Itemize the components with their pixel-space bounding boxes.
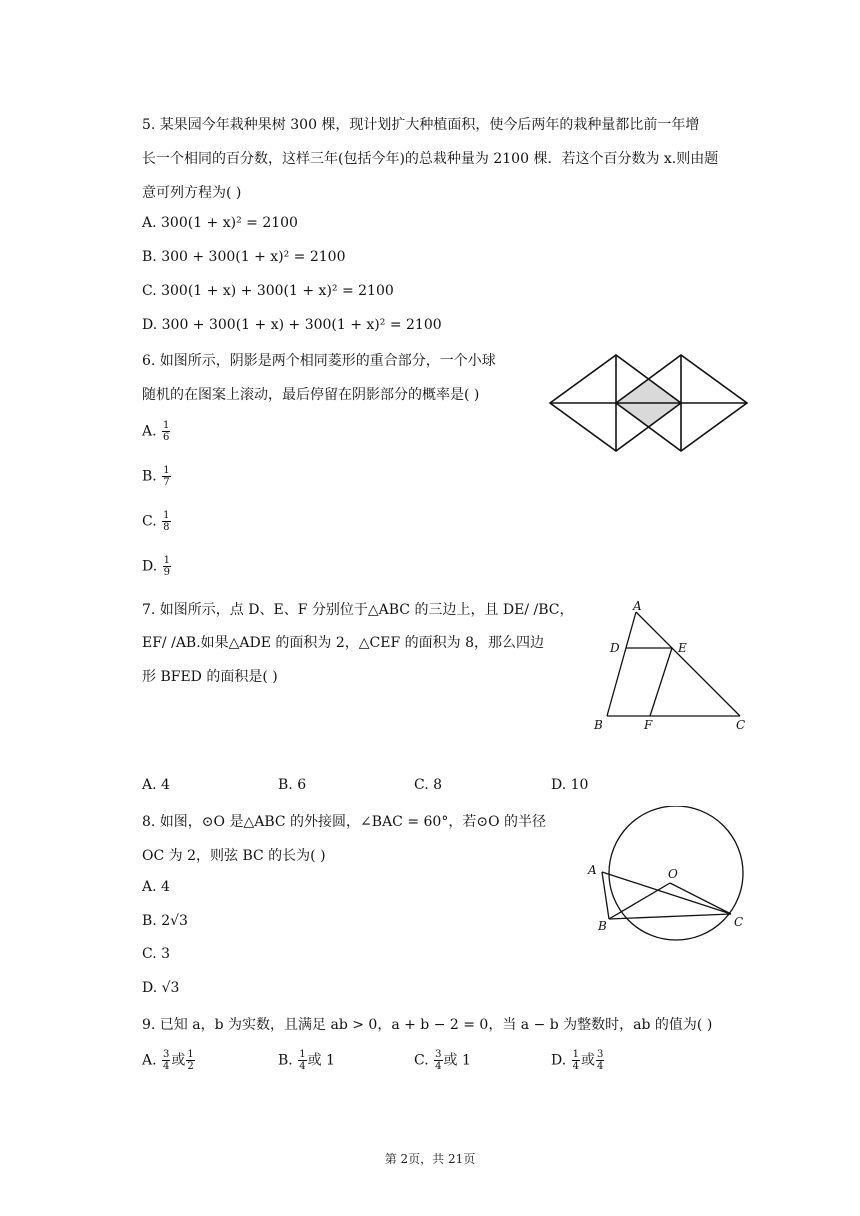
label-c: C: [734, 915, 744, 929]
segment-ab: [602, 872, 609, 919]
label-o: O: [668, 867, 678, 881]
q5-stem-line1: 5. 某果园今年栽种果树 300 棵，现计划扩大种植面积，使今后两年的栽种量都比前一年增: [142, 117, 700, 133]
q8-option-a: A. 4: [142, 879, 170, 895]
q9-stem: 9. 已知 a，b 为实数，且满足 ab > 0，a + b − 2 = 0，当 a − b 为整数时，ab 的值为( ): [142, 1017, 713, 1033]
q5-option-d: D. 300 + 300(1 + x) + 300(1 + x)² = 2100: [142, 317, 442, 333]
segment-oc: [670, 883, 731, 914]
q7-option-d: D. 10: [551, 777, 589, 793]
q9-option-c: C. $\frac{3}{4}$ 或 1: [414, 1049, 471, 1072]
label-a: A: [633, 599, 642, 613]
q8-option-b: B. 2√3: [142, 913, 188, 929]
q7-triangle-figure: [590, 598, 752, 736]
q7-stem-line1: 7. 如图所示，点 D、E、F 分别位于△ABC 的三边上，且 DE/ /BC，: [142, 602, 574, 618]
q8-stem-line1: 8. 如图，⊙O 是△ABC 的外接圆，∠BAC = 60°，若⊙O 的半径: [142, 814, 546, 830]
segment-ef: [650, 648, 672, 716]
q6-stem-line1: 6. 如图所示，阴影是两个相同菱形的重合部分，一个小球: [142, 353, 496, 369]
label-b: B: [594, 718, 603, 732]
q7-stem-line3: 形 BFED 的面积是( ): [142, 669, 278, 685]
q9-option-d: D. $\frac{1}{4}$ 或 $\frac{3}{4}$: [551, 1049, 604, 1072]
side-ab: [607, 612, 636, 716]
q5-option-a: A. 300(1 + x)² = 2100: [142, 215, 298, 231]
q6-rhombus-figure: [548, 353, 750, 455]
q5-option-b: B. 300 + 300(1 + x)² = 2100: [142, 249, 346, 265]
q7-option-a: A. 4: [142, 777, 170, 793]
q6-option-a: A. $\frac{1}{6}$: [142, 420, 170, 443]
q8-option-d: D. √3: [142, 980, 180, 996]
q5-stem-line2: 长一个相同的百分数，这样三年(包括今年)的总栽种量为 2100 棵．若这个百分数为 x.则由题: [142, 151, 719, 167]
q9-option-a: A. $\frac{3}{4}$ 或 $\frac{1}{2}$: [142, 1049, 194, 1072]
q7-option-b: B. 6: [278, 777, 307, 793]
q6-stem-line2: 随机的在图案上滚动，最后停留在阴影部分的概率是( ): [142, 387, 480, 403]
segment-ac: [602, 872, 731, 914]
q9-option-b: B. $\frac{1}{4}$ 或 1: [278, 1049, 335, 1072]
q6-option-c: C. $\frac{1}{8}$: [142, 510, 170, 533]
label-b: B: [598, 919, 607, 933]
q8-stem-line2: OC 为 2，则弦 BC 的长为( ): [142, 848, 326, 864]
label-f: F: [644, 718, 653, 732]
q7-option-c: C. 8: [414, 777, 443, 793]
q5-stem-line3: 意可列方程为( ): [142, 185, 242, 201]
label-a: A: [588, 863, 597, 877]
q7-stem-line2: EF/ /AB.如果△ADE 的面积为 2，△CEF 的面积为 8，那么四边: [142, 635, 545, 651]
label-d: D: [610, 641, 620, 655]
segment-bc: [609, 914, 731, 919]
side-ac: [636, 612, 740, 716]
q5-option-c: C. 300(1 + x) + 300(1 + x)² = 2100: [142, 283, 394, 299]
label-e: E: [678, 641, 687, 655]
q6-option-d: D. $\frac{1}{9}$: [142, 555, 171, 578]
q6-option-b: B. $\frac{1}{7}$: [142, 465, 170, 488]
page-footer: 第 2页，共 21页: [384, 1152, 476, 1166]
label-c: C: [736, 718, 746, 732]
q8-circle-figure: [584, 806, 750, 946]
segment-ob: [609, 883, 670, 919]
q8-option-c: C. 3: [142, 946, 171, 962]
